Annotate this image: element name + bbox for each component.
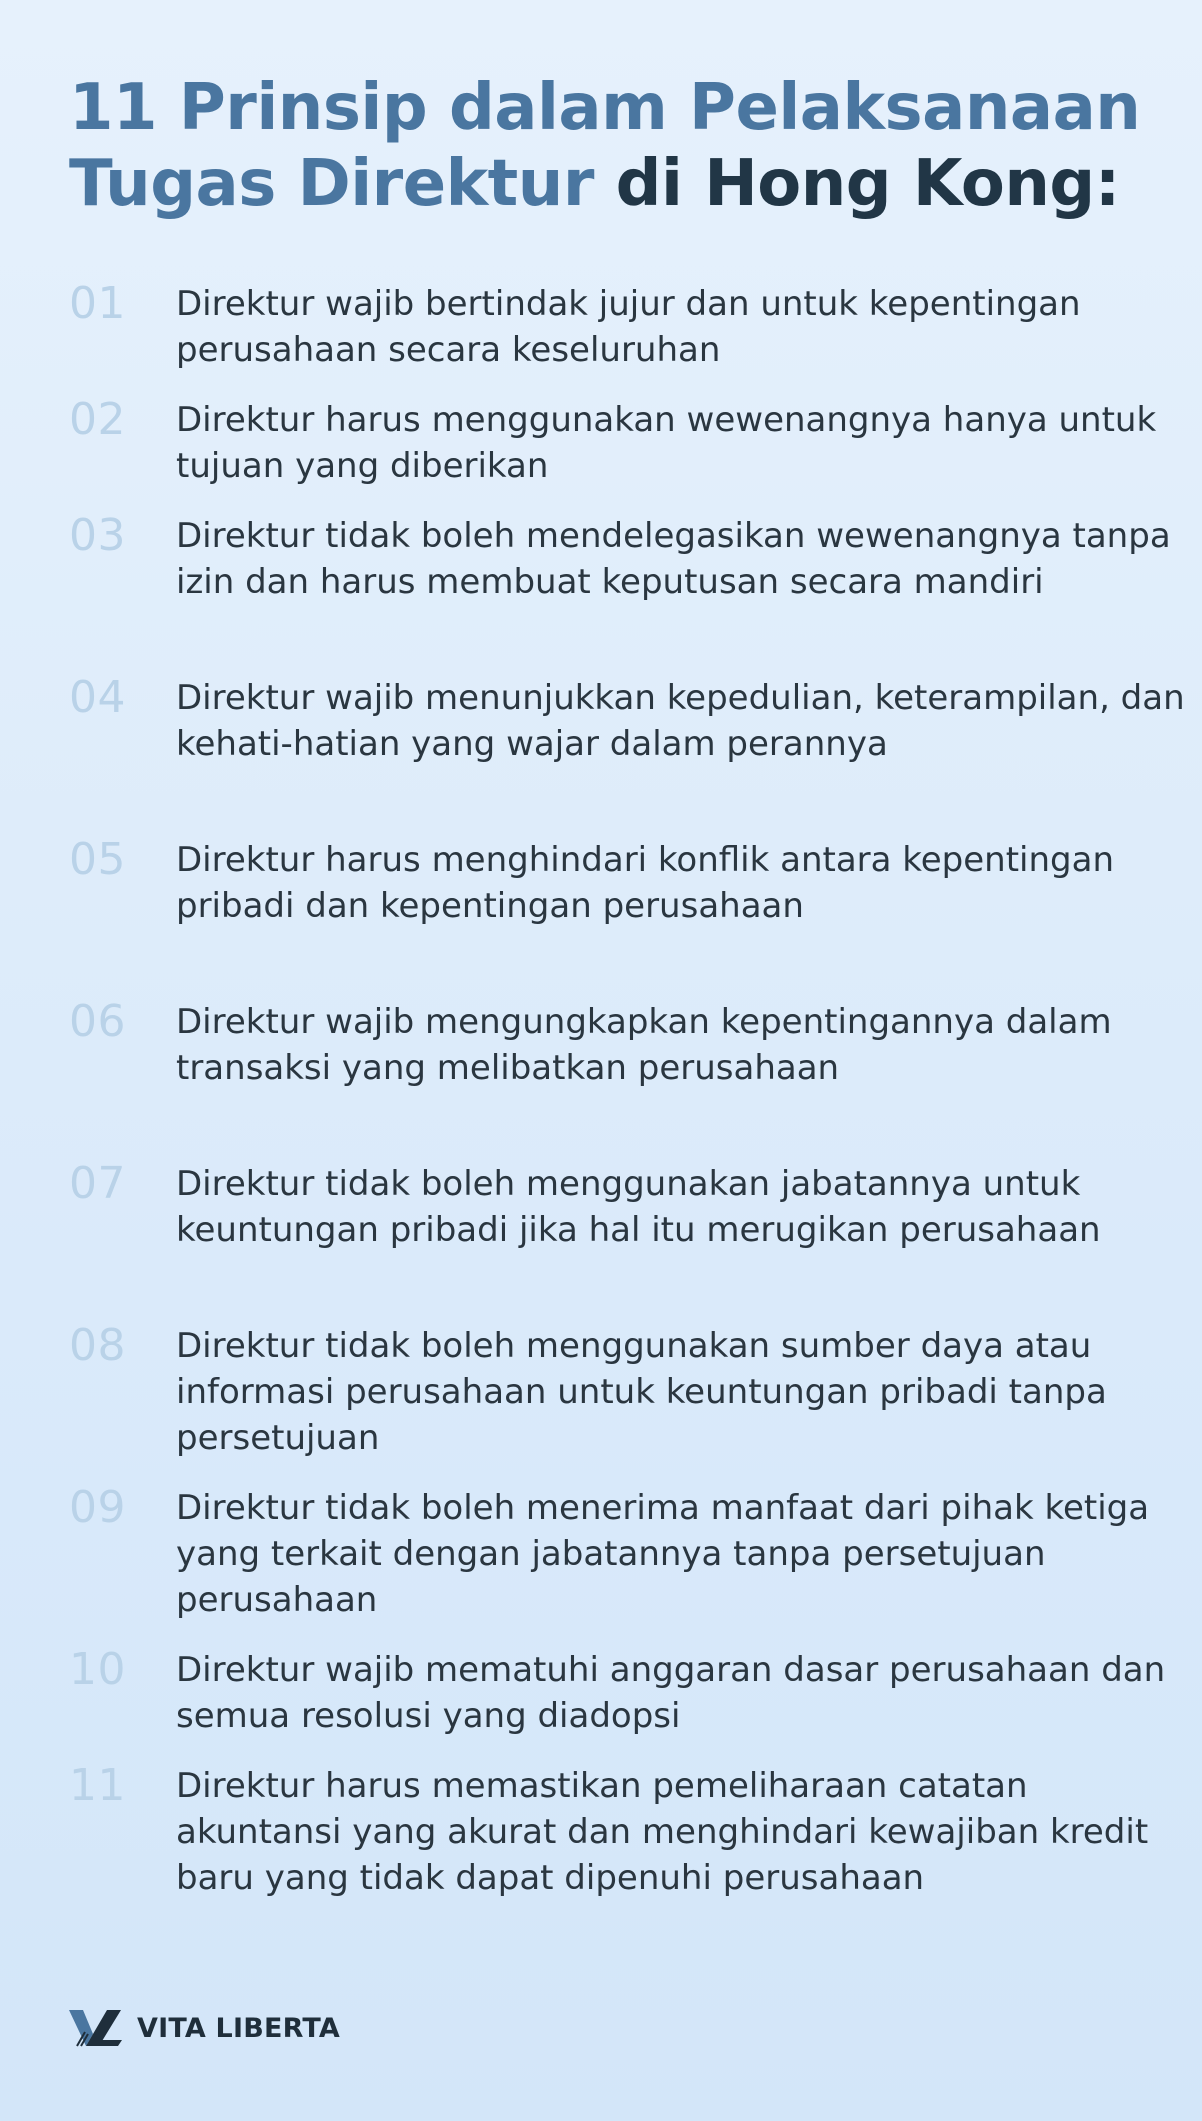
item-number: 09 <box>69 1482 126 1533</box>
title-highlight-line1: 11 Prinsip dalam Pelaksanaan <box>69 71 1141 145</box>
item-number: 07 <box>69 1158 126 1209</box>
item-text: Direktur tidak boleh menerima manfaat dari pihak ketiga yang terkait dengan jabatannya tanpa persetujuan perusahaan <box>176 1488 1150 1620</box>
brand-name: VITA LIBERTA <box>137 2012 341 2044</box>
item-number: 02 <box>69 394 126 445</box>
item-number: 04 <box>69 672 126 723</box>
item-text: Direktur wajib menunjukkan kepedulian, keterampilan, dan kehati-hatian yang wajar dalam perannya <box>176 678 1185 764</box>
item-number: 10 <box>69 1644 126 1695</box>
brand-logo <box>69 2006 340 2050</box>
item-text: Direktur tidak boleh mendelegasikan wewenangnya tanpa izin dan harus membuat keputusan secara mandiri <box>176 516 1171 602</box>
title-highlight-line2: Tugas Direktur <box>69 147 594 221</box>
item-text: Direktur wajib mematuhi anggaran dasar perusahaan dan semua resolusi yang diadopsi <box>176 1650 1166 1736</box>
item-text: Direktur harus memastikan pemeliharaan catatan akuntansi yang akurat dan menghindari kewajiban kredit baru yang tidak dapat dipenuhi perusahaan <box>176 1766 1149 1898</box>
item-text: Direktur wajib bertindak jujur dan untuk kepentingan perusahaan secara keseluruhan <box>176 284 1081 370</box>
item-text: Direktur tidak boleh menggunakan sumber daya atau informasi perusahaan untuk keuntungan pribadi tanpa persetujuan <box>176 1326 1107 1458</box>
item-text: Direktur harus menggunakan wewenangnya hanya untuk tujuan yang diberikan <box>176 400 1157 486</box>
title-dark-part: di Hong Kong: <box>593 147 1120 221</box>
item-number: 11 <box>69 1760 126 1811</box>
item-number: 03 <box>69 510 126 561</box>
item-text: Direktur wajib mengungkapkan kepentingannya dalam transaksi yang melibatkan perusahaan <box>176 1002 1112 1088</box>
item-number: 01 <box>69 278 126 329</box>
item-number: 06 <box>69 996 126 1047</box>
item-text: Direktur harus menghindari konflik antara kepentingan pribadi dan kepentingan perusahaan <box>176 840 1115 926</box>
item-number: 08 <box>69 1320 126 1371</box>
item-number: 05 <box>69 834 126 885</box>
item-text: Direktur tidak boleh menggunakan jabatannya untuk keuntungan pribadi jika hal itu merugikan perusahaan <box>176 1164 1101 1250</box>
vita-liberta-logo-icon <box>69 2008 125 2048</box>
